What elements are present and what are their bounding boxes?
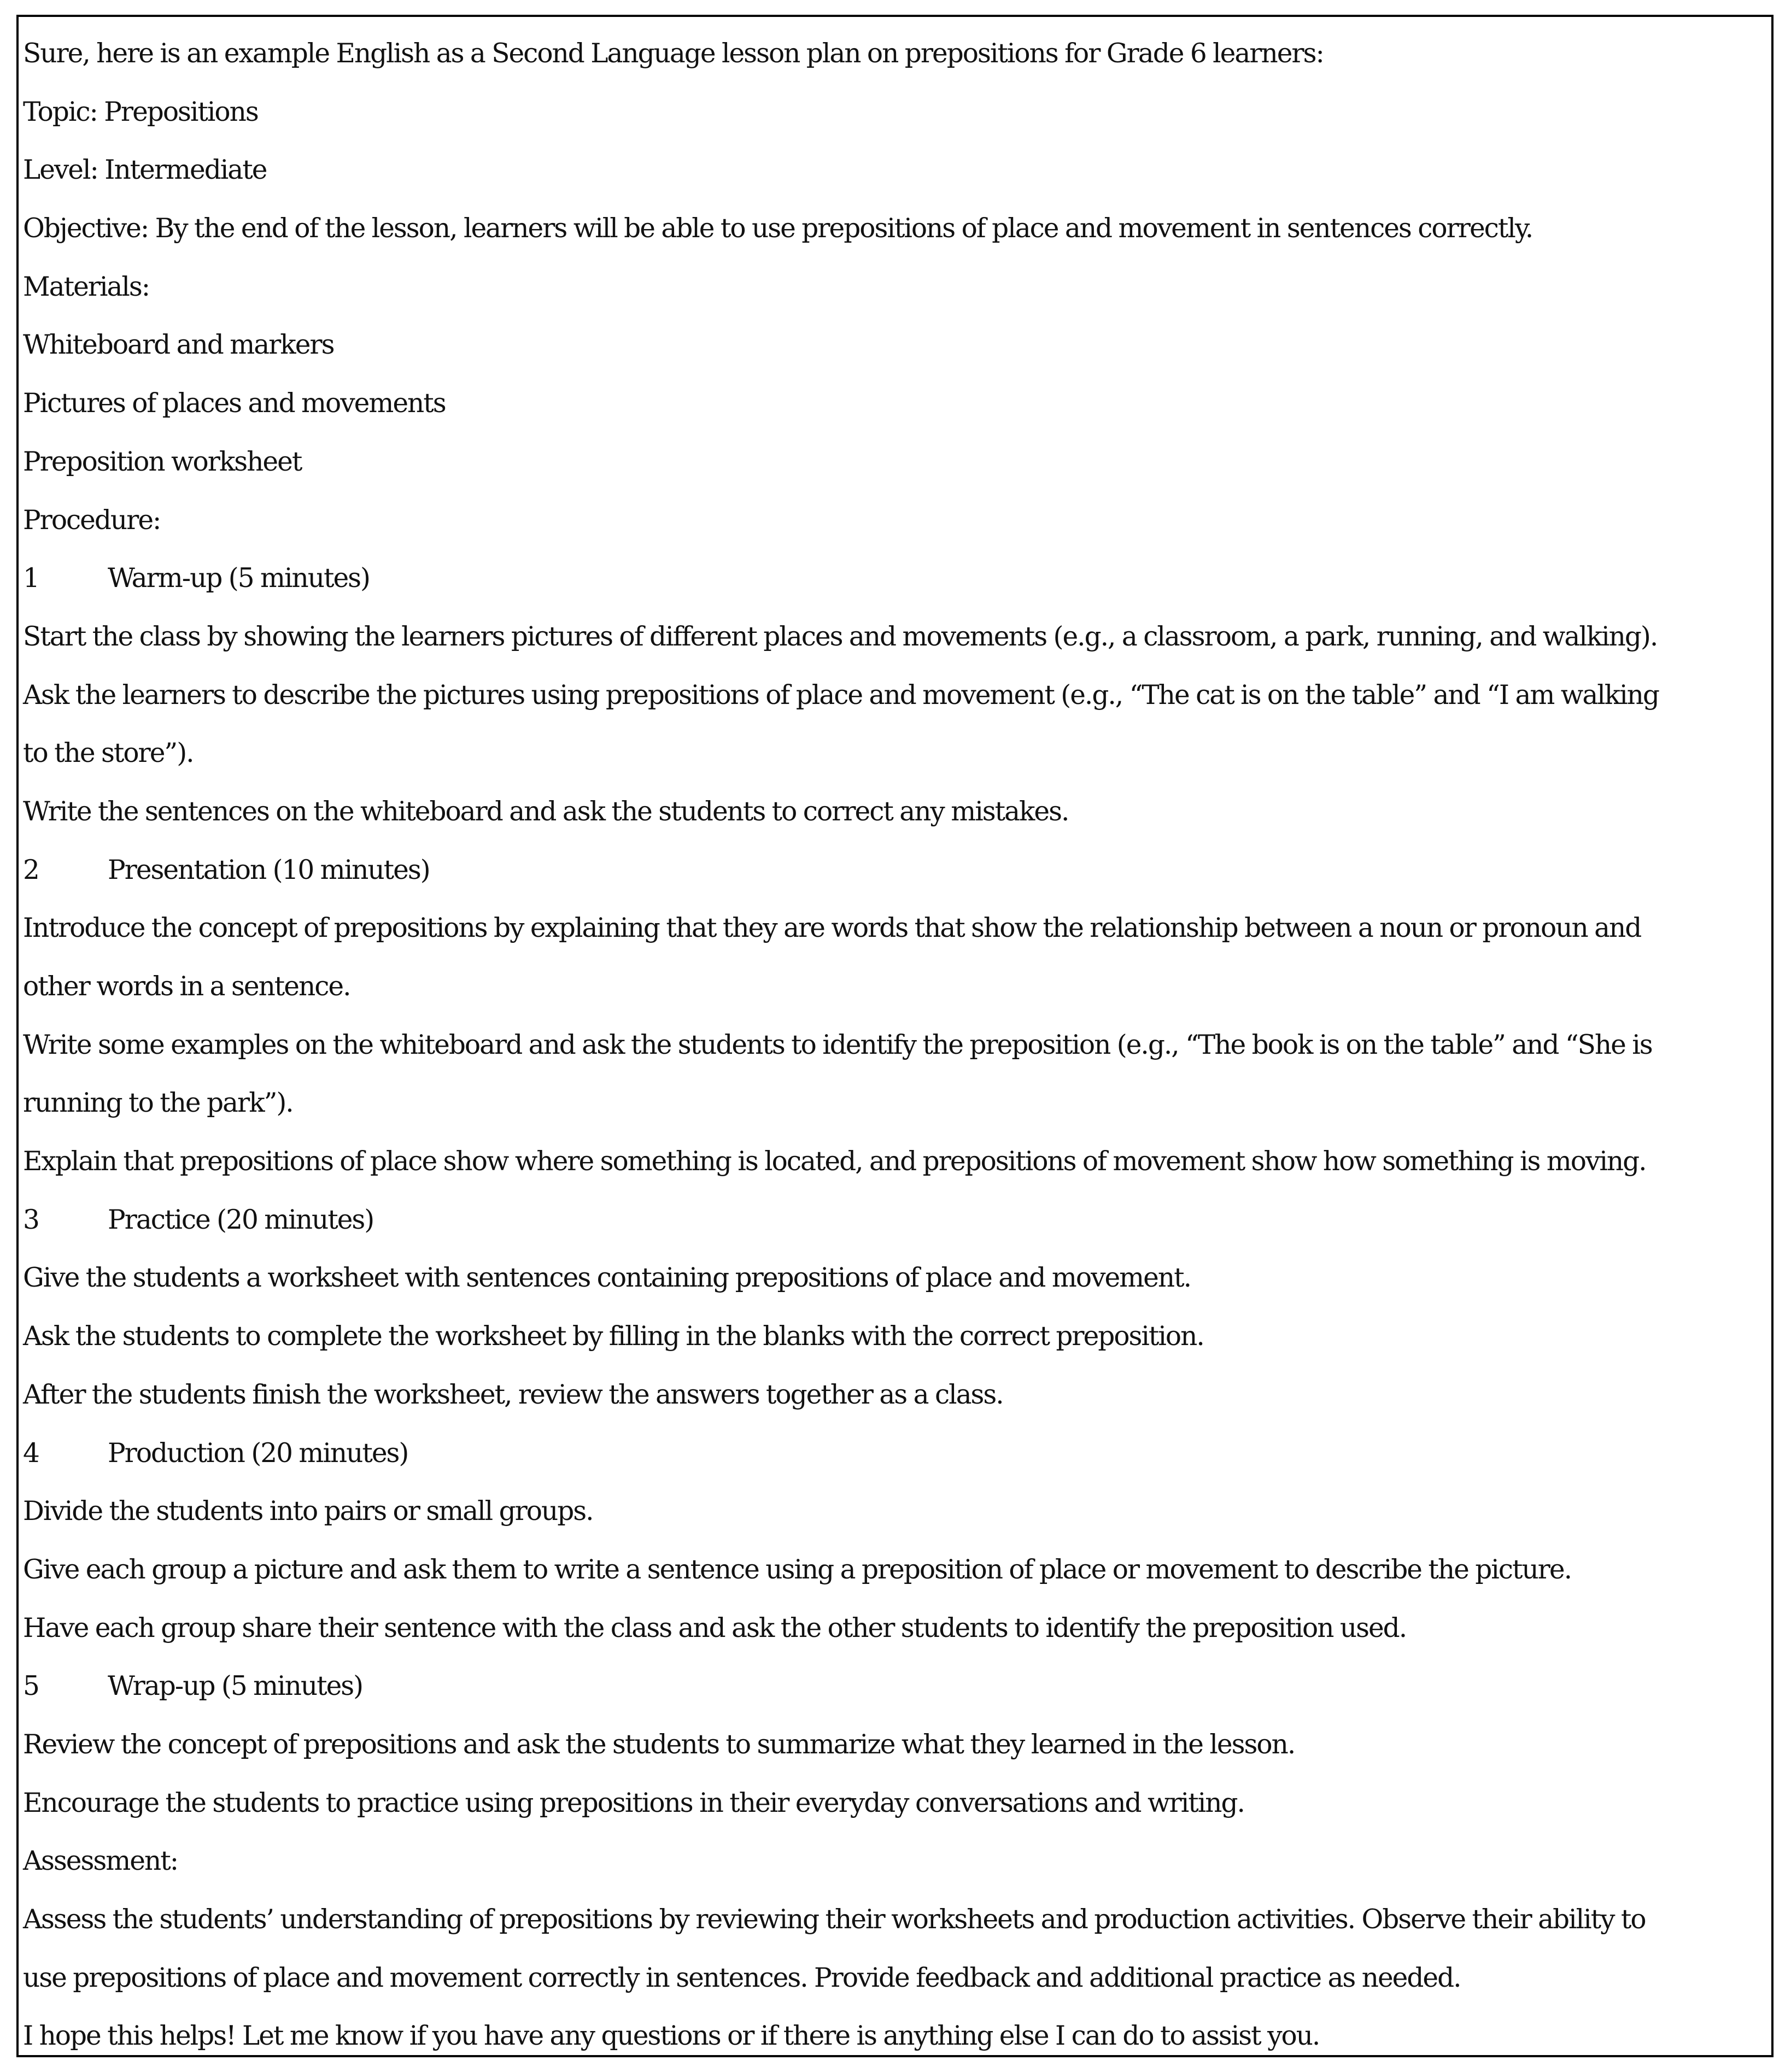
step-text-line: Write some examples on the whiteboard and ask the students to identify the preposition (e.g., “The book is on the table” and “She is [23, 1029, 1652, 1060]
step-text-line: Write the sentences on the whiteboard and ask the students to correct any mistakes. [23, 796, 1069, 827]
materials-item: Preposition worksheet [23, 446, 302, 477]
step-text-line: other words in a sentence. [23, 971, 350, 1002]
step-title: Practice (20 minutes) [108, 1204, 374, 1235]
step-text-line: Have each group share their sentence with the class and ask the other students to identify the preposition used. [23, 1612, 1407, 1643]
objective-text: Objective: By the end of the lesson, learners will be able to use prepositions of place and movement in sentences correctly. [23, 213, 1533, 244]
step-text-line: After the students finish the worksheet, review the answers together as a class. [23, 1379, 1003, 1410]
step-heading [23, 841, 1767, 900]
materials-item: Whiteboard and markers [23, 330, 334, 361]
step-title: Wrap-up (5 minutes) [108, 1671, 363, 1702]
topic-text: Topic: Prepositions [23, 96, 258, 127]
step-text-line: to the store”). [23, 738, 194, 769]
step-text-line: running to the park”). [23, 1088, 293, 1119]
step-text-line: Give the students a worksheet with sentences containing prepositions of place and movement. [23, 1263, 1191, 1294]
procedure-heading: Procedure: [23, 504, 161, 536]
step-number: 5 [23, 1671, 39, 1702]
assessment-heading: Assessment: [23, 1846, 178, 1877]
step-number: 1 [23, 563, 39, 594]
step-text-line: Introduce the concept of prepositions by explaining that they are words that show the relationship between a noun or pronoun and [23, 913, 1641, 944]
step-text-line: Encourage the students to practice using prepositions in their everyday conversations and writing. [23, 1787, 1244, 1818]
step-number: 4 [23, 1437, 39, 1469]
step-heading [23, 1657, 1767, 1716]
document-body [23, 25, 1767, 2065]
step-text-line: Review the concept of prepositions and ask the students to summarize what they learned in the lesson. [23, 1729, 1295, 1760]
step-text-line: Explain that prepositions of place show where something is located, and prepositions of movement show how something is moving. [23, 1146, 1646, 1177]
step-heading [23, 1424, 1767, 1483]
materials-heading: Materials: [23, 271, 150, 302]
intro-text: Sure, here is an example English as a Second Language lesson plan on prepositions for Grade 6 learners: [23, 38, 1324, 69]
step-text-line: Ask the students to complete the worksheet by filling in the blanks with the correct preposition. [23, 1321, 1204, 1352]
closing-text: I hope this helps! Let me know if you have any questions or if there is anything else I can do to assist you. [23, 2021, 1320, 2052]
step-title: Production (20 minutes) [108, 1437, 408, 1469]
step-text-line: Ask the learners to describe the pictures using prepositions of place and movement (e.g., “The cat is on the table” and “I am walking [23, 679, 1659, 711]
step-text-line: Start the class by showing the learners pictures of different places and movements (e.g., a classroom, a park, running, and walking). [23, 621, 1658, 652]
level-text: Level: Intermediate [23, 155, 267, 186]
step-text-line: Give each group a picture and ask them to write a sentence using a preposition of place or movement to describe the picture. [23, 1554, 1571, 1585]
step-number: 3 [23, 1204, 39, 1235]
step-heading [23, 1191, 1767, 1249]
assessment-text-line: use prepositions of place and movement correctly in sentences. Provide feedback and additional practice as needed. [23, 1962, 1461, 1993]
assessment-text-line: Assess the students’ understanding of prepositions by reviewing their worksheets and production activities. Observe their ability to [23, 1904, 1646, 1935]
materials-item: Pictures of places and movements [23, 388, 446, 419]
step-heading [23, 549, 1767, 608]
document-frame [16, 15, 1774, 2057]
step-number: 2 [23, 854, 39, 885]
step-title: Warm-up (5 minutes) [108, 563, 370, 594]
step-title: Presentation (10 minutes) [108, 854, 430, 885]
step-text-line: Divide the students into pairs or small groups. [23, 1496, 593, 1527]
